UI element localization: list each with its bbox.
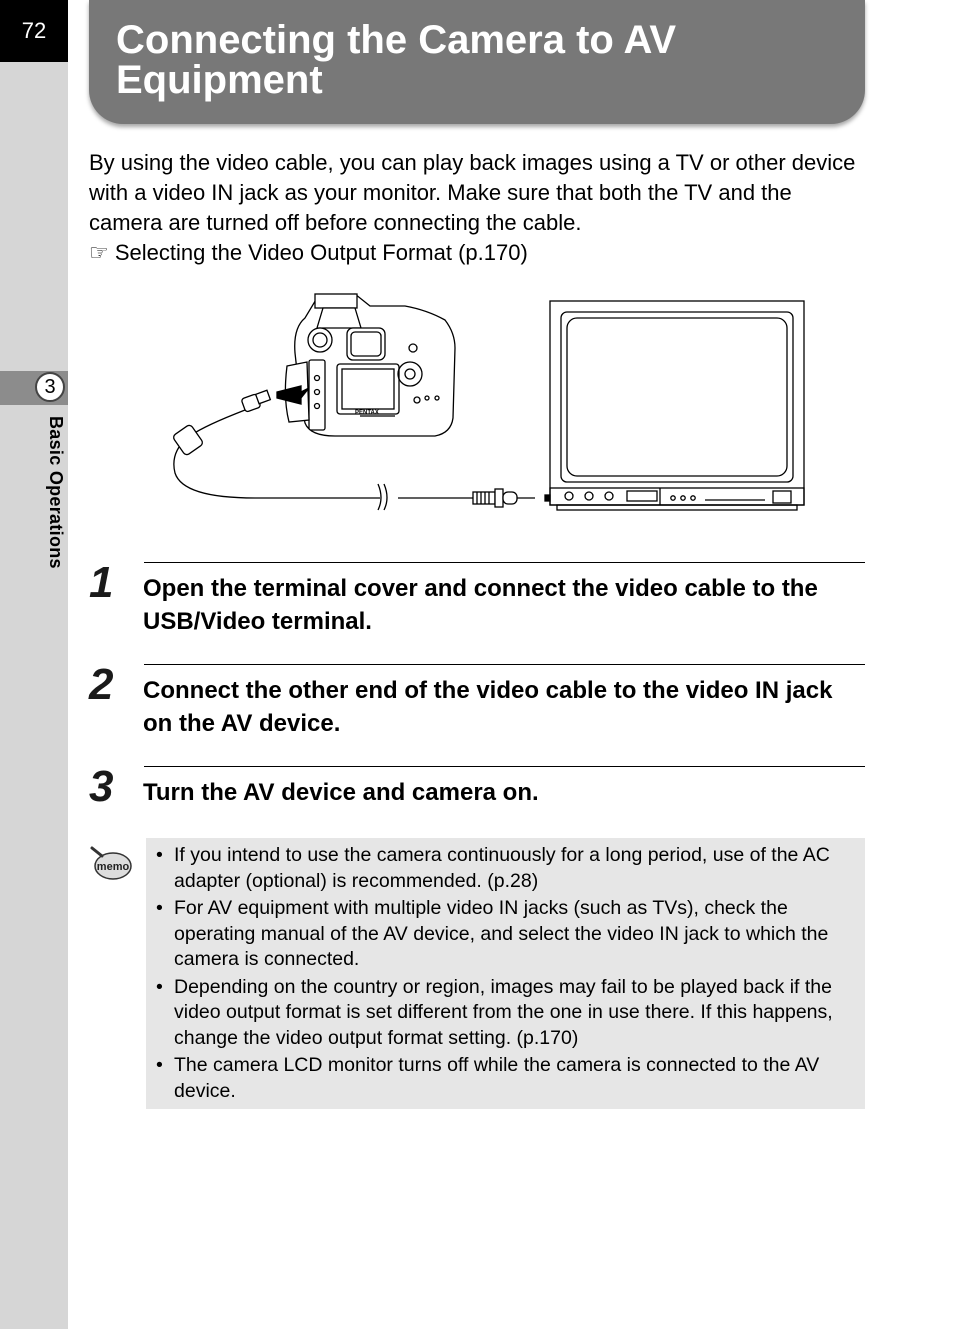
step-text: Connect the other end of the video cable to the video IN jack on the AV device. (143, 677, 833, 737)
tv-illustration (550, 301, 804, 510)
camera-tv-connection-illustration (165, 288, 810, 518)
step-number: 2 (89, 660, 114, 709)
step-divider (144, 562, 865, 563)
memo-item: • The camera LCD monitor turns off while the camera is connected to the AV device. (156, 1053, 856, 1104)
memo-icon (88, 842, 134, 882)
intro (89, 148, 865, 268)
step-number: 3 (89, 762, 114, 811)
memo-item: • Depending on the country or region, images may fail to be played back if the video output format is set different from the one in use there. If this happens, change the video output format setting. (p.170) (156, 975, 856, 1052)
step-divider (144, 664, 865, 665)
side-strip (0, 0, 68, 1329)
memo-item: • For AV equipment with multiple video IN jacks (such as TVs), check the operating manual of the AV device, and select the video IN jack to which the camera is connected. (156, 896, 856, 973)
intro-paragraph: By using the video cable, you can play back images using a TV or other device with a video IN jack as your monitor. Make sure that both the TV and the camera are turned off before connecting the cable. (89, 150, 856, 235)
step-divider (144, 766, 865, 767)
chapter-label: Basic Operations (46, 416, 66, 569)
camera-brand-label: PENTAX (355, 410, 379, 416)
step-text: Turn the AV device and camera on. (143, 779, 539, 806)
reference-line (89, 238, 865, 268)
page-title: Connecting the Camera to AV Equipment (116, 18, 677, 102)
reference-icon: ☞ (89, 240, 109, 265)
reference-link[interactable]: Selecting the Video Output Format (p.170) (114, 240, 528, 265)
memo-box (146, 838, 865, 1109)
page-number: 72 (0, 0, 68, 62)
chapter-number: 3 (35, 372, 65, 402)
memo-icon-label: memo (96, 861, 130, 873)
memo-item: • If you intend to use the camera continuously for a long period, use of the AC adapter (optional) is recommended. (p.28) (156, 843, 856, 894)
step-number: 1 (89, 558, 114, 607)
memo-list (156, 843, 856, 1106)
step-text: Open the terminal cover and connect the video cable to the USB/Video terminal. (143, 575, 818, 635)
